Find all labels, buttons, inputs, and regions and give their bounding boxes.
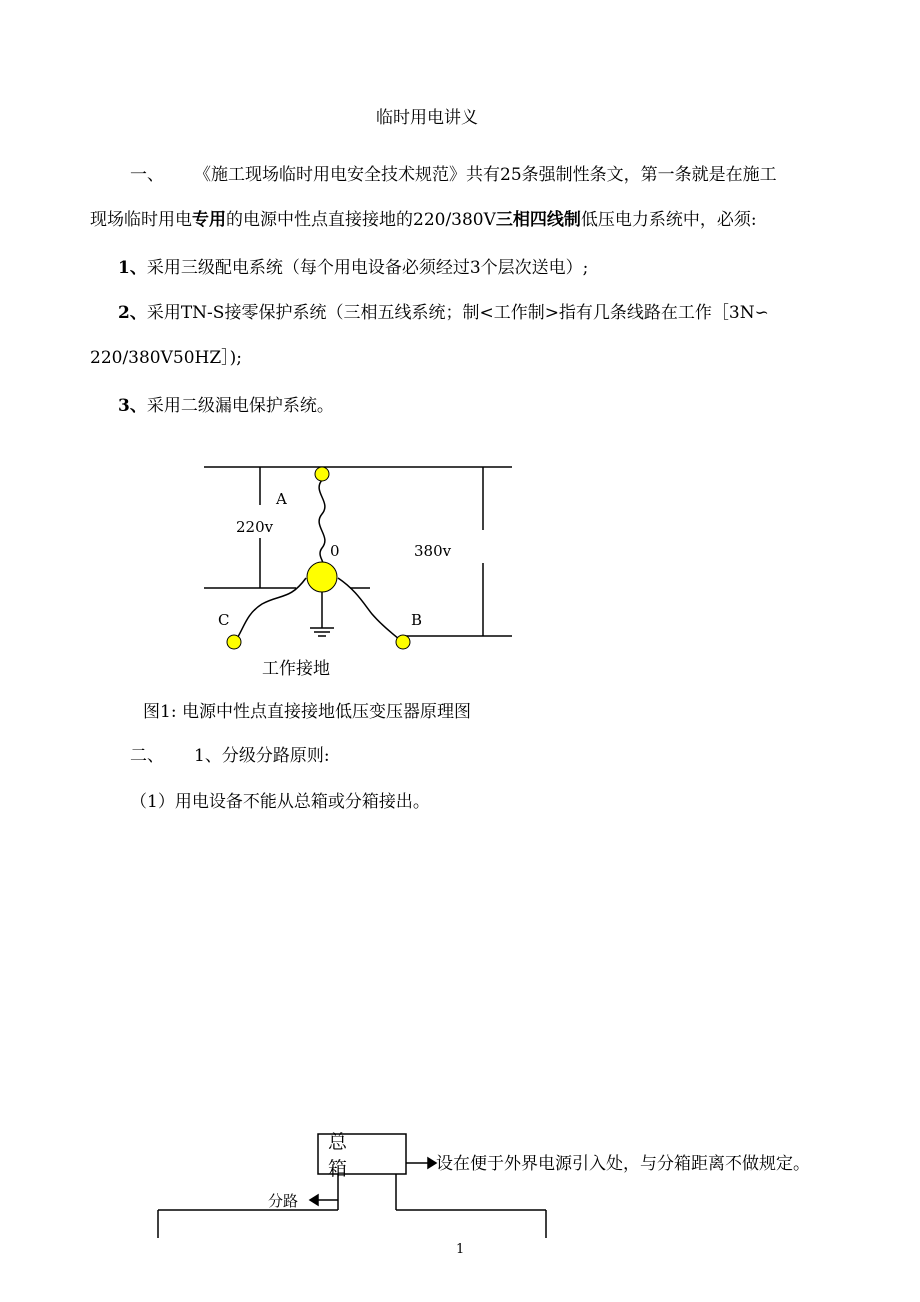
node-a xyxy=(315,467,329,481)
list-text: 采用三级配电系统（每个用电设备必须经过3个层次送电）; xyxy=(146,258,589,278)
list-text: 采用二级漏电保护系统。 xyxy=(146,396,334,416)
text-run: 现场临时用电 xyxy=(90,210,192,230)
label-phase-c: C xyxy=(218,611,230,629)
label-phase-b: B xyxy=(411,611,423,629)
section2-marker: 二、 xyxy=(130,746,164,766)
neutral-node xyxy=(307,562,337,592)
branch-label: 分路 xyxy=(268,1192,299,1210)
section2-heading xyxy=(130,746,330,766)
list-number: 1、 xyxy=(118,258,147,278)
main-box-label: 总 箱 xyxy=(328,1131,360,1180)
list-text: 采用TN-S接零保护系统（三相五线系统；制<工作制>指有几条线路在工作［3N∽ xyxy=(146,303,769,323)
section1-line1-text: 《施工现场临时用电安全技术规范》共有25条强制性条文，第一条就是在施工 xyxy=(194,165,777,185)
list-number: 3、 xyxy=(118,396,147,416)
label-working-ground: 工作接地 xyxy=(262,659,330,679)
section2-heading-text: 1、分级分路原则: xyxy=(194,746,330,766)
label-220v: 220v xyxy=(236,518,274,536)
section2-item-1: （1）用电设备不能从总箱或分箱接出。 xyxy=(130,792,430,812)
bold-term-three-phase-four-wire: 三相四线制 xyxy=(495,210,581,230)
page-number: 1 xyxy=(456,1242,465,1257)
label-neutral-o: 0 xyxy=(330,542,340,560)
node-c xyxy=(227,635,241,649)
coil-a xyxy=(319,480,325,566)
list-number: 2、 xyxy=(118,303,147,323)
figure-caption: 图1: 电源中性点直接接地低压变压器原理图 xyxy=(143,702,471,722)
section1-marker: 一、 xyxy=(130,165,164,185)
node-b xyxy=(396,635,410,649)
text-run: 的电源中性点直接接地的220/380V xyxy=(226,210,496,230)
page-title: 临时用电讲义 xyxy=(376,108,478,128)
list-item-2-continued: 220/380V50HZ］); xyxy=(90,348,243,368)
main-box-note: 设在便于外界电源引入处，与分箱距离不做规定。 xyxy=(436,1154,810,1174)
text-run: 低压电力系统中，必须: xyxy=(580,210,757,230)
bold-term-dedicated: 专用 xyxy=(192,210,226,230)
label-380v: 380v xyxy=(414,542,452,560)
label-phase-a: A xyxy=(276,490,287,508)
